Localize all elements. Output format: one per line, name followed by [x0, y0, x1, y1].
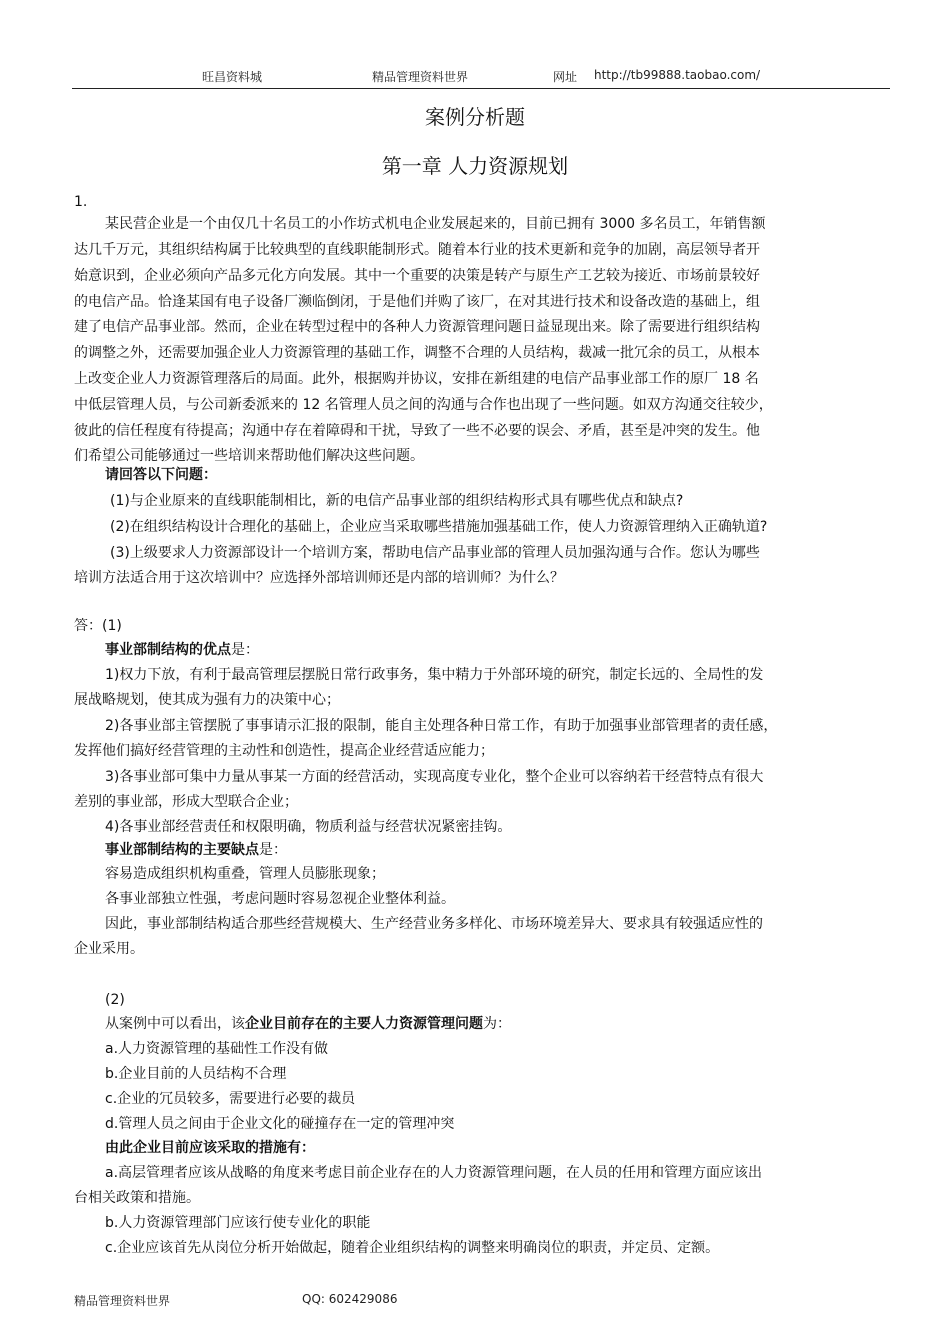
question-item: (3)上级要求人力资源部设计一个培训方案，帮助电信产品事业部的管理人员加强沟通与合作。您认为哪些	[110, 545, 760, 561]
advantage-line: 2)各事业部主管摆脱了事事请示汇报的限制，能自主处理各种日常工作，有助于加强事业部管理者的责任感，	[105, 718, 778, 734]
problem-item: a.人力资源管理的基础性工作没有做	[105, 1041, 329, 1057]
problems-intro-post: 为：	[483, 1016, 511, 1032]
case-line: 某民营企业是一个由仅几十名员工的小作坊式机电企业发展起来的，目前已拥有 3000 多名员工，年销售额	[105, 216, 766, 232]
question-item: 培训方法适合用于这次培训中？应选择外部培训师还是内部的培训师？为什么？	[74, 570, 564, 586]
advantages-heading-tail: 是：	[231, 642, 259, 658]
advantage-line: 3)各事业部可集中力量从事某一方面的经营活动，实现高度专业化，整个企业可以容纳若干经营特点有很大	[105, 769, 764, 785]
chapter-title: 第一章 人力资源规划	[381, 154, 569, 178]
page-title: 案例分析题	[425, 105, 525, 129]
footer-left: 精品管理资料世界	[74, 1294, 171, 1308]
case-line: 上改变企业人力资源管理落后的局面。此外，根据购并协议，安排在新组建的电信产品事业部工作的原厂 18 名	[74, 371, 759, 387]
advantage-line: 展战略规划，使其成为强有力的决策中心；	[74, 692, 340, 708]
measure-line: c.企业应该首先从岗位分析开始做起，随着企业组织结构的调整来明确岗位的职责，并定员、定额。	[105, 1240, 720, 1256]
question-item: (1)与企业原来的直线职能制相比，新的电信产品事业部的组织结构形式具有哪些优点和缺点?	[110, 493, 684, 509]
case-line: 始意识到，企业必须向产品多元化方向发展。其中一个重要的决策是转产与原生产工艺较为接近、市场前景较好	[74, 268, 760, 284]
problem-item: b.企业目前的人员结构不合理	[105, 1066, 287, 1082]
answer-2-label: (2)	[105, 992, 125, 1008]
problems-intro	[105, 1014, 511, 1034]
case-number: 1.	[74, 194, 88, 210]
questions-heading: 请回答以下问题：	[105, 467, 217, 483]
measure-line: a.高层管理者应该从战略的角度来考虑目前企业存在的人力资源管理问题，在人员的任用和管理方面应该出	[105, 1165, 763, 1181]
disadvantage-line: 容易造成组织机构重叠，管理人员膨胀现象；	[105, 866, 385, 882]
advantage-line: 1)权力下放，有利于最高管理层摆脱日常行政事务，集中精力于外部环境的研究，制定长远的、全局性的发	[105, 667, 764, 683]
case-line: 的电信产品。恰逢某国有电子设备厂濒临倒闭，于是他们并购了该厂，在对其进行技术和设备改造的基础上，组	[74, 294, 760, 310]
advantages-heading-bold: 事业部制结构的优点	[105, 642, 231, 658]
header-center: 精品管理资料世界	[372, 70, 469, 84]
problems-intro-bold: 企业目前存在的主要人力资源管理问题	[245, 1016, 483, 1032]
header-left: 旺昌资料城	[202, 70, 263, 84]
answer-1-label: 答：(1)	[74, 618, 122, 634]
problem-item: d.管理人员之间由于企业文化的碰撞存在一定的管理冲突	[105, 1116, 455, 1132]
footer-qq: QQ: 602429086	[302, 1292, 398, 1306]
disadvantage-line: 各事业部独立性强，考虑问题时容易忽视企业整体利益。	[105, 891, 455, 907]
header-url[interactable]: http://tb99888.taobao.com/	[594, 68, 761, 82]
advantage-line: 4)各事业部经营责任和权限明确，物质利益与经营状况紧密挂钩。	[105, 819, 512, 835]
advantages-heading	[105, 640, 259, 660]
measure-line: 台相关政策和措施。	[74, 1190, 200, 1206]
conclusion-line: 企业采用。	[74, 941, 144, 957]
problem-item: c.企业的冗员较多，需要进行必要的裁员	[105, 1091, 356, 1107]
advantage-line: 发挥他们搞好经营管理的主动性和创造性，提高企业经营适应能力；	[74, 743, 494, 759]
advantage-line: 差别的事业部，形成大型联合企业；	[74, 794, 298, 810]
header-divider	[72, 88, 890, 89]
measures-heading: 由此企业目前应该采取的措施有：	[105, 1140, 315, 1156]
disadvantages-heading-bold: 事业部制结构的主要缺点	[105, 842, 259, 858]
problems-intro-pre: 从案例中可以看出，该	[105, 1016, 245, 1032]
case-line: 彼此的信任程度有待提高；沟通中存在着障碍和干扰，导致了一些不必要的误会、矛盾，甚至是冲突的发生。他	[74, 423, 760, 439]
measure-line: b.人力资源管理部门应该行使专业化的职能	[105, 1215, 371, 1231]
disadvantages-heading	[105, 840, 287, 860]
question-item: (2)在组织结构设计合理化的基础上，企业应当采取哪些措施加强基础工作，使人力资源管理纳入正确轨道?	[110, 519, 768, 535]
case-line: 们希望公司能够通过一些培训来帮助他们解决这些问题。	[74, 448, 424, 464]
header-url-label: 网址	[553, 70, 578, 84]
case-line: 中低层管理人员，与公司新委派来的 12 名管理人员之间的沟通与合作也出现了一些问题。如双方沟通交往较少，	[74, 397, 773, 413]
conclusion-line: 因此，事业部制结构适合那些经营规模大、生产经营业务多样化、市场环境差异大、要求具有较强适应性的	[105, 916, 763, 932]
case-line: 达几千万元，其组织结构属于比较典型的直线职能制形式。随着本行业的技术更新和竞争的加剧，高层领导者开	[74, 242, 760, 258]
case-line: 的调整之外，还需要加强企业人力资源管理的基础工作，调整不合理的人员结构，裁减一批冗余的员工，从根本	[74, 345, 760, 361]
disadvantages-heading-tail: 是：	[259, 842, 287, 858]
case-line: 建了电信产品事业部。然而，企业在转型过程中的各种人力资源管理问题日益显现出来。除了需要进行组织结构	[74, 319, 760, 335]
